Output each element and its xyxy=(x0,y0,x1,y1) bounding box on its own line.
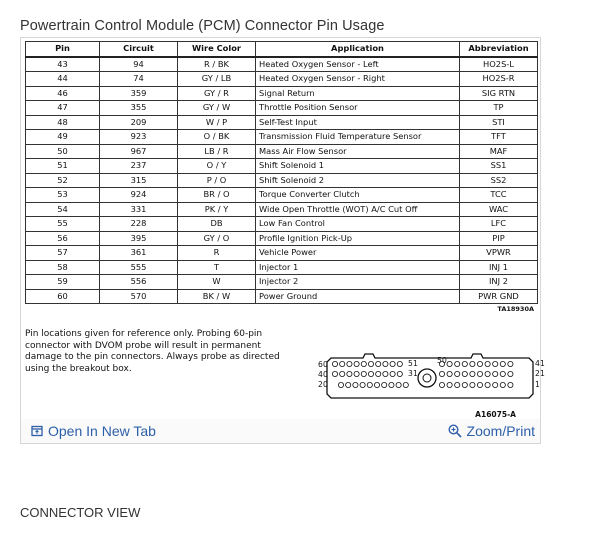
connector-pin xyxy=(447,361,452,366)
cell-application: Power Ground xyxy=(256,289,460,304)
connector-pin xyxy=(347,371,352,376)
table-header-row xyxy=(26,42,538,57)
connector-pin xyxy=(470,382,475,387)
cell-pin: 49 xyxy=(26,130,100,145)
connector-pin xyxy=(455,382,460,387)
table-row xyxy=(26,57,538,72)
cell-application: Profile Ignition Pick-Up xyxy=(256,231,460,246)
connector-pin xyxy=(470,371,475,376)
cell-circuit: 395 xyxy=(100,231,178,246)
connector-pin xyxy=(397,361,402,366)
connector-pin xyxy=(508,371,513,376)
cell-circuit: 74 xyxy=(100,72,178,87)
cell-application: Self-Test Input xyxy=(256,115,460,130)
connector-pin xyxy=(374,382,379,387)
cell-circuit: 555 xyxy=(100,260,178,275)
table-row xyxy=(26,144,538,159)
connector-label-left-bottom: 20 xyxy=(318,380,329,389)
cell-circuit: 359 xyxy=(100,86,178,101)
cell-pin: 48 xyxy=(26,115,100,130)
cell-circuit: 361 xyxy=(100,246,178,261)
header-application: Application xyxy=(256,42,460,57)
connector-pin xyxy=(462,361,467,366)
cell-application: Heated Oxygen Sensor - Right xyxy=(256,72,460,87)
connector-label-50: 50 xyxy=(437,356,448,365)
table-row xyxy=(26,101,538,116)
connector-pin xyxy=(376,361,381,366)
header-wire-color: Wire Color xyxy=(178,42,256,57)
connector-pin xyxy=(462,371,467,376)
cell-pin: 47 xyxy=(26,101,100,116)
cell-abbreviation: WAC xyxy=(460,202,538,217)
cell-application: Torque Converter Clutch xyxy=(256,188,460,203)
cell-circuit: 923 xyxy=(100,130,178,145)
connector-pin xyxy=(396,382,401,387)
connector-pin xyxy=(383,371,388,376)
connector-pin xyxy=(332,371,337,376)
cell-application: Mass Air Flow Sensor xyxy=(256,144,460,159)
scanned-document xyxy=(23,39,546,419)
connector-pin xyxy=(368,371,373,376)
connector-pin xyxy=(383,361,388,366)
cell-wire-color: P / O xyxy=(178,173,256,188)
header-pin: Pin xyxy=(26,42,100,57)
connector-pin xyxy=(477,371,482,376)
cell-circuit: 570 xyxy=(100,289,178,304)
table-row xyxy=(26,173,538,188)
table-row xyxy=(26,86,538,101)
cell-wire-color: GY / W xyxy=(178,101,256,116)
connector-pin xyxy=(367,382,372,387)
connector-pin xyxy=(447,371,452,376)
connector-pin xyxy=(403,382,408,387)
connector-pin xyxy=(508,382,513,387)
cell-pin: 59 xyxy=(26,275,100,290)
connector-pin xyxy=(353,382,358,387)
connector-label-right-bottom: 1 xyxy=(535,380,541,389)
connector-pin xyxy=(493,382,498,387)
cell-pin: 46 xyxy=(26,86,100,101)
table-row xyxy=(26,217,538,232)
connector-pin xyxy=(500,371,505,376)
zoom-icon xyxy=(448,424,462,438)
cell-pin: 53 xyxy=(26,188,100,203)
cell-abbreviation: SS2 xyxy=(460,173,538,188)
cell-wire-color: GY / LB xyxy=(178,72,256,87)
connector-pin xyxy=(439,382,444,387)
cell-pin: 51 xyxy=(26,159,100,174)
figure-code: A16075-A xyxy=(475,410,516,419)
table-row xyxy=(26,246,538,261)
connector-pin xyxy=(439,371,444,376)
cell-pin: 44 xyxy=(26,72,100,87)
connector-pin xyxy=(340,361,345,366)
connector-pin xyxy=(347,361,352,366)
cell-circuit: 94 xyxy=(100,57,178,72)
cell-pin: 52 xyxy=(26,173,100,188)
cell-application: Transmission Fluid Temperature Sensor xyxy=(256,130,460,145)
cell-abbreviation: STI xyxy=(460,115,538,130)
cell-circuit: 967 xyxy=(100,144,178,159)
cell-application: Shift Solenoid 2 xyxy=(256,173,460,188)
connector-pin xyxy=(390,361,395,366)
cell-circuit: 331 xyxy=(100,202,178,217)
header-abbreviation: Abbreviation xyxy=(460,42,538,57)
cell-circuit: 355 xyxy=(100,101,178,116)
zoom-print-link[interactable] xyxy=(448,423,535,439)
cell-circuit: 556 xyxy=(100,275,178,290)
cell-abbreviation: TCC xyxy=(460,188,538,203)
cell-wire-color: R / BK xyxy=(178,57,256,72)
connector-pin xyxy=(397,371,402,376)
connector-label-right-top: 41 xyxy=(535,359,546,368)
pin-usage-table xyxy=(25,41,538,304)
cell-application: Shift Solenoid 1 xyxy=(256,159,460,174)
connector-pin xyxy=(361,371,366,376)
table-row xyxy=(26,188,538,203)
section-label: CONNECTOR VIEW xyxy=(20,505,141,520)
cell-application: Injector 2 xyxy=(256,275,460,290)
cell-pin: 50 xyxy=(26,144,100,159)
cell-wire-color: LB / R xyxy=(178,144,256,159)
table-row xyxy=(26,159,538,174)
cell-circuit: 237 xyxy=(100,159,178,174)
cell-circuit: 228 xyxy=(100,217,178,232)
connector-pin xyxy=(368,361,373,366)
zoom-print-label: Zoom/Print xyxy=(466,423,535,439)
connector-pin xyxy=(455,361,460,366)
probe-warning-note: Pin locations given for reference only. Probing 60-pin connector with DVOM probe will result in permanent damage to the pin connectors. Always probe as directed using the breakout box. xyxy=(25,329,280,374)
connector-label-right-mid: 21 xyxy=(535,369,546,378)
cell-abbreviation: HO2S-R xyxy=(460,72,538,87)
connector-pin xyxy=(485,371,490,376)
open-in-new-tab-link[interactable] xyxy=(31,423,156,439)
connector-pin xyxy=(360,382,365,387)
connector-pin xyxy=(477,361,482,366)
table-row xyxy=(26,72,538,87)
connector-pin xyxy=(361,361,366,366)
connector-label-51: 51 xyxy=(408,359,419,368)
cell-wire-color: O / BK xyxy=(178,130,256,145)
cell-circuit: 209 xyxy=(100,115,178,130)
table-row xyxy=(26,130,538,145)
connector-pin xyxy=(470,361,475,366)
table-row xyxy=(26,202,538,217)
connector-pin xyxy=(340,371,345,376)
open-in-new-tab-label: Open In New Tab xyxy=(48,423,156,439)
cell-application: Low Fan Control xyxy=(256,217,460,232)
cell-pin: 58 xyxy=(26,260,100,275)
cell-pin: 43 xyxy=(26,57,100,72)
connector-pin xyxy=(390,371,395,376)
cell-pin: 57 xyxy=(26,246,100,261)
cell-application: Vehicle Power xyxy=(256,246,460,261)
connector-pin xyxy=(500,361,505,366)
connector-diagram xyxy=(301,352,546,402)
cell-abbreviation: INJ 2 xyxy=(460,275,538,290)
cell-pin: 56 xyxy=(26,231,100,246)
cell-abbreviation: HO2S-L xyxy=(460,57,538,72)
connector-pin xyxy=(477,382,482,387)
cell-abbreviation: TFT xyxy=(460,130,538,145)
cell-pin: 54 xyxy=(26,202,100,217)
cell-abbreviation: TP xyxy=(460,101,538,116)
connector-pin xyxy=(332,361,337,366)
cell-abbreviation: INJ 1 xyxy=(460,260,538,275)
connector-pin xyxy=(447,382,452,387)
connector-pin xyxy=(338,382,343,387)
cell-circuit: 315 xyxy=(100,173,178,188)
connector-pin xyxy=(382,382,387,387)
cell-abbreviation: MAF xyxy=(460,144,538,159)
table-row xyxy=(26,275,538,290)
cell-application: Throttle Position Sensor xyxy=(256,101,460,116)
document-image-frame xyxy=(20,37,546,444)
cell-circuit: 924 xyxy=(100,188,178,203)
connector-pin xyxy=(389,382,394,387)
cell-wire-color: BR / O xyxy=(178,188,256,203)
page-title: Powertrain Control Module (PCM) Connector Pin Usage xyxy=(20,18,385,34)
cell-abbreviation: PWR GND xyxy=(460,289,538,304)
connector-pin xyxy=(376,371,381,376)
connector-pin xyxy=(485,382,490,387)
connector-pin xyxy=(354,371,359,376)
table-row xyxy=(26,115,538,130)
table-row xyxy=(26,231,538,246)
table-row xyxy=(26,260,538,275)
cell-application: Injector 1 xyxy=(256,260,460,275)
connector-pin xyxy=(493,371,498,376)
table-reference-code: TA18930A xyxy=(497,305,534,313)
connector-outline xyxy=(301,352,536,402)
cell-application: Signal Return xyxy=(256,86,460,101)
cell-abbreviation: LFC xyxy=(460,217,538,232)
connector-pin xyxy=(354,361,359,366)
connector-label-left-top: 60 xyxy=(318,360,329,369)
cell-abbreviation: SS1 xyxy=(460,159,538,174)
header-circuit: Circuit xyxy=(100,42,178,57)
cell-application: Heated Oxygen Sensor - Left xyxy=(256,57,460,72)
connector-pin xyxy=(346,382,351,387)
cell-abbreviation: SIG RTN xyxy=(460,86,538,101)
connector-pin xyxy=(462,382,467,387)
cell-wire-color: BK / W xyxy=(178,289,256,304)
cell-wire-color: DB xyxy=(178,217,256,232)
connector-label-31: 31 xyxy=(408,369,419,378)
cell-pin: 60 xyxy=(26,289,100,304)
image-footer xyxy=(21,419,540,443)
cell-application: Wide Open Throttle (WOT) A/C Cut Off xyxy=(256,202,460,217)
cell-wire-color: GY / R xyxy=(178,86,256,101)
cell-wire-color: R xyxy=(178,246,256,261)
connector-label-left-mid: 40 xyxy=(318,370,329,379)
cell-wire-color: W xyxy=(178,275,256,290)
cell-wire-color: O / Y xyxy=(178,159,256,174)
cell-wire-color: W / P xyxy=(178,115,256,130)
table-row xyxy=(26,289,538,304)
open-in-new-tab-icon xyxy=(31,425,43,437)
cell-abbreviation: VPWR xyxy=(460,246,538,261)
cell-wire-color: PK / Y xyxy=(178,202,256,217)
cell-wire-color: T xyxy=(178,260,256,275)
cell-wire-color: GY / O xyxy=(178,231,256,246)
connector-pin xyxy=(455,371,460,376)
cell-abbreviation: PIP xyxy=(460,231,538,246)
connector-pin xyxy=(485,361,490,366)
connector-pin xyxy=(493,361,498,366)
cell-pin: 55 xyxy=(26,217,100,232)
connector-pin xyxy=(500,382,505,387)
connector-pin xyxy=(508,361,513,366)
